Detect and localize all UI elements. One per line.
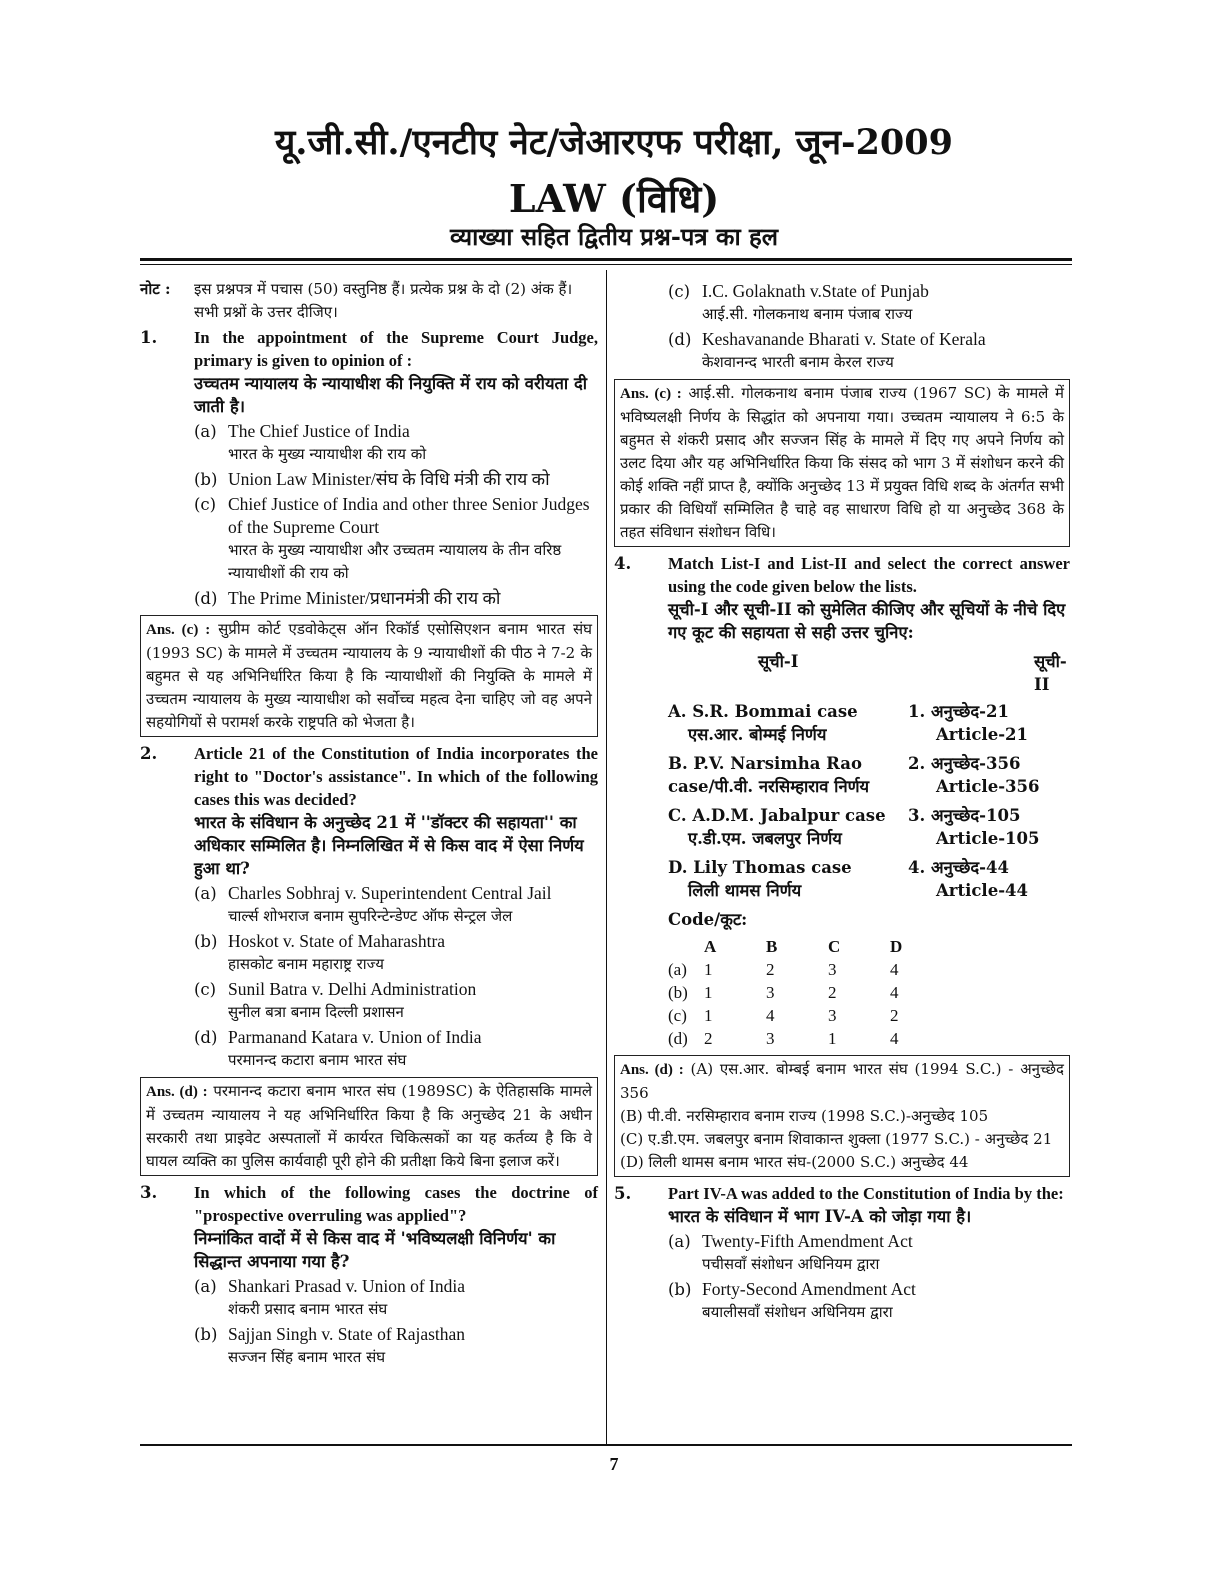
list2-item: 4. अनुच्छेद-44 bbox=[908, 858, 1009, 877]
option bbox=[668, 280, 1070, 326]
option-text-hi: पचीसवाँ संशोधन अधिनियम द्वारा bbox=[702, 1255, 880, 1273]
code-cell: 3 bbox=[766, 983, 775, 1002]
page-number: 7 bbox=[609, 1454, 619, 1474]
answer-line: (C) ए.डी.एम. जबलपुर बनाम शिवाकान्त शुक्ला (1977 S.C.) - अनुच्छेद 21 bbox=[620, 1130, 1053, 1148]
code-cell: 1 bbox=[704, 960, 713, 979]
answer-line: (B) पी.वी. नरसिम्हाराव बनाम राज्य (1998 S.C.)-अनुच्छेद 105 bbox=[620, 1107, 989, 1125]
list1-item-hi: एस.आर. बोम्मई निर्णय bbox=[688, 725, 827, 744]
answer-label: Ans. (c) : bbox=[620, 386, 682, 402]
column-divider bbox=[606, 270, 607, 1444]
answer-text: आई.सी. गोलकनाथ बनाम पंजाब राज्य (1967 SC) के मामले में भविष्यलक्षी निर्णय के सिद्धांत को अपनाया गया। उच्चतम न्यायालय ने 6:5 के बहुमत से शंकरी प्रसाद और सज्जन सिंह के मामले में दिए गए अपने निर्णय को उलट दिया और यह अभिनिर्धारित किया कि संसद को भाग 3 में संशोधन करने की कोई शक्ति नहीं प्राप्त है, क्योंकि अनुच्छेद 13 में प्रयुक्त विधि शब्द के अंतर्गत सभी प्रकार की विधियाँ सम्मिलित है चाहे वह साधारण विधि हो या अनुच्छेद 368 के तहत संविधान संशोधन विधि। bbox=[620, 384, 1064, 541]
match-row bbox=[668, 804, 1070, 850]
question-number: 5. bbox=[614, 1184, 632, 1203]
code-table bbox=[668, 935, 1070, 1050]
option-label: (a) bbox=[668, 1232, 691, 1251]
code-cell: 3 bbox=[828, 960, 837, 979]
option-label: (b) bbox=[194, 932, 218, 951]
option-label: (d) bbox=[194, 589, 218, 608]
option-label: (a) bbox=[194, 884, 217, 903]
subject-title: LAW (विधि) bbox=[508, 176, 720, 221]
option-label: (c) bbox=[194, 495, 217, 514]
code-cell: 2 bbox=[704, 1029, 713, 1048]
header-rule bbox=[140, 258, 1072, 261]
list1-item-hi: लिली थामस निर्णय bbox=[688, 881, 802, 900]
option-text-hi: शंकरी प्रसाद बनाम भारत संघ bbox=[228, 1300, 388, 1318]
option bbox=[194, 1026, 598, 1072]
answer-line: (A) एस.आर. बोम्बई बनाम भारत संघ (1994 S.C.) - अनुच्छेद 356 bbox=[620, 1060, 1064, 1102]
option bbox=[194, 468, 598, 491]
answer-box bbox=[140, 615, 598, 737]
answer-text: सुप्रीम कोर्ट एडवोकेट्स ऑन रिकॉर्ड एसोसिएशन बनाम भारत संघ (1993 SC) के मामले में उच्चतम न्यायालय के 9 न्यायाधीशों की पीठ ने 7-2 के बहुमत से यह अभिनिर्धारित किया है कि न्यायाधीशों की नियुक्ति के मामले में उच्चतम न्यायालय के मुख्य न्यायाधीश को सर्वोच्च महत्व देना चाहिए जो वह अपने सहयोगियों से परामर्श करके राष्ट्रपति को भेजता है। bbox=[146, 620, 593, 731]
list1-item: D. Lily Thomas case bbox=[668, 858, 852, 877]
answer-box bbox=[140, 1077, 598, 1176]
code-header: A bbox=[704, 937, 717, 956]
code-cell: 4 bbox=[890, 1029, 899, 1048]
option-text-hi: परमानन्द कटारा बनाम भारत संघ bbox=[228, 1051, 407, 1069]
option-text-hi: आई.सी. गोलकनाथ बनाम पंजाब राज्य bbox=[702, 305, 913, 323]
code-row bbox=[668, 981, 952, 1004]
question-number: 2. bbox=[140, 744, 158, 763]
list2-item-en: Article-44 bbox=[936, 881, 1029, 900]
answer-label: Ans. (c) : bbox=[146, 622, 211, 638]
option-label: (d) bbox=[194, 1028, 218, 1047]
question-text-hi: सूची-I और सूची-II को सुमेलित कीजिए और सूचियों के नीचे दिए गए कूट की सहायता से सही उत्तर चुनिए: bbox=[668, 600, 1066, 642]
option-text-en: Forty-Second Amendment Act bbox=[702, 1279, 916, 1299]
code-header: C bbox=[828, 937, 841, 956]
note-label: नोट : bbox=[140, 280, 171, 298]
list1-header: सूची-I bbox=[758, 652, 799, 671]
right-column bbox=[614, 278, 1070, 1324]
code-row bbox=[668, 1027, 952, 1050]
question-text-en: In which of the following cases the doctrine of "prospective overruling was applied"? bbox=[194, 1183, 598, 1225]
option-label: (c) bbox=[194, 980, 217, 999]
option bbox=[194, 882, 598, 928]
list2-item: 3. अनुच्छेद-105 bbox=[908, 806, 1021, 825]
option-text-hi: हासकोट बनाम महाराष्ट्र राज्य bbox=[228, 955, 384, 973]
list2-item: 1. अनुच्छेद-21 bbox=[908, 702, 1009, 721]
code-cell: 3 bbox=[828, 1006, 837, 1025]
match-row bbox=[668, 856, 1070, 902]
answer-line: (D) लिली थामस बनाम भारत संघ-(2000 S.C.) अनुच्छेद 44 bbox=[620, 1153, 969, 1171]
code-label: Code/कूट: bbox=[668, 910, 748, 929]
option bbox=[194, 930, 598, 976]
code-cell: 2 bbox=[828, 983, 837, 1002]
match-row bbox=[668, 752, 1070, 798]
list2-header: सूची-II bbox=[1034, 652, 1067, 694]
question-text-en: Article 21 of the Constitution of India incorporates the right to "Doctor's assistance". In which of the following cases this was decided? bbox=[194, 744, 598, 809]
option-text-en: Sunil Batra v. Delhi Administration bbox=[228, 979, 477, 999]
option-text-hi: सज्जन सिंह बनाम भारत संघ bbox=[228, 1348, 386, 1366]
code-cell: 1 bbox=[704, 1006, 713, 1025]
code-cell: 1 bbox=[828, 1029, 837, 1048]
option-label: (b) bbox=[194, 470, 218, 489]
match-row bbox=[668, 700, 1070, 746]
list2-item-en: Article-21 bbox=[936, 725, 1029, 744]
option bbox=[194, 420, 598, 466]
list2-item-en: Article-105 bbox=[936, 829, 1040, 848]
option-text-en: Parmanand Katara v. Union of India bbox=[228, 1027, 482, 1047]
code-option: (d) bbox=[668, 1029, 688, 1048]
answer-box bbox=[614, 379, 1070, 547]
answer-label: Ans. (d) : bbox=[146, 1084, 208, 1100]
code-cell: 3 bbox=[766, 1029, 775, 1048]
option bbox=[668, 1278, 1070, 1324]
question-text-hi: निम्नांकित वादों में से किस वाद में 'भविष्यलक्षी विनिर्णय' का सिद्धान्त अपनाया गया है? bbox=[194, 1229, 556, 1271]
left-column bbox=[140, 278, 598, 1369]
option-text-en: Union Law Minister/संघ के विधि मंत्री की राय को bbox=[228, 469, 550, 489]
code-cell: 4 bbox=[766, 1006, 775, 1025]
option-label: (a) bbox=[194, 1277, 217, 1296]
code-option: (b) bbox=[668, 983, 688, 1002]
list2-item-en: Article-356 bbox=[936, 777, 1040, 796]
code-cell: 2 bbox=[890, 1006, 899, 1025]
note-text: इस प्रश्नपत्र में पचास (50) वस्तुनिष्ठ हैं। प्रत्येक प्रश्न के दो (2) अंक हैं। सभी प्रश्नों के उत्तर दीजिए। bbox=[194, 280, 573, 321]
option-label: (b) bbox=[194, 1325, 218, 1344]
code-header: D bbox=[890, 937, 903, 956]
list1-item: A. S.R. Bommai case bbox=[668, 702, 858, 721]
list2-item: 2. अनुच्छेद-356 bbox=[908, 754, 1021, 773]
option bbox=[194, 978, 598, 1024]
option-text-en: Keshavanande Bharati v. State of Kerala bbox=[702, 329, 986, 349]
option-label: (d) bbox=[668, 330, 692, 349]
option-text-hi: भारत के मुख्य न्यायाधीश की राय को bbox=[228, 445, 427, 463]
option-text-en: Shankari Prasad v. Union of India bbox=[228, 1276, 466, 1296]
question-text-en: Match List-I and List-II and select the correct answer using the code given below the lists. bbox=[668, 554, 1070, 596]
option-label: (a) bbox=[194, 422, 217, 441]
list1-item: B. P.V. Narsimha Rao case/पी.वी. नरसिम्हाराव निर्णय bbox=[668, 754, 870, 796]
question-number: 3. bbox=[140, 1183, 158, 1202]
code-option: (c) bbox=[668, 1006, 687, 1025]
option bbox=[668, 328, 1070, 374]
code-option: (a) bbox=[668, 960, 687, 979]
footer-rule bbox=[140, 1444, 1072, 1446]
code-row bbox=[668, 1004, 952, 1027]
option-text-hi: चार्ल्स शोभराज बनाम सुपरिन्टेन्डेण्ट ऑफ सेन्ट्रल जेल bbox=[228, 907, 513, 925]
answer-box bbox=[614, 1055, 1070, 1177]
question-3 bbox=[140, 1181, 598, 1273]
page-title: यू.जी.सी./एनटीए नेट/जेआरएफ परीक्षा, जून-2009 bbox=[275, 122, 953, 163]
option-label: (c) bbox=[668, 282, 691, 301]
match-list bbox=[668, 650, 1070, 931]
option-label: (b) bbox=[668, 1280, 692, 1299]
option bbox=[194, 1275, 598, 1321]
question-text-en: Part IV-A was added to the Constitution of India by the: bbox=[668, 1184, 1064, 1203]
code-cell: 4 bbox=[890, 983, 899, 1002]
question-text-hi: भारत के संविधान में भाग IV-A को जोड़ा गया है। bbox=[668, 1207, 972, 1226]
option-text-en: Chief Justice of India and other three Senior Judges of the Supreme Court bbox=[228, 494, 590, 537]
option-text-en: Twenty-Fifth Amendment Act bbox=[702, 1231, 913, 1251]
list1-item: C. A.D.M. Jabalpur case bbox=[668, 806, 886, 825]
note bbox=[140, 278, 598, 324]
question-text-hi: भारत के संविधान के अनुच्छेद 21 में ''डॉक्टर की सहायता'' का अधिकार सम्मिलित है। निम्नलिखित में से किस वाद में ऐसा निर्णय हुआ था? bbox=[194, 813, 584, 878]
option-text-hi: सुनील बत्रा बनाम दिल्ली प्रशासन bbox=[228, 1003, 404, 1021]
option bbox=[194, 493, 598, 585]
question-text-en: In the appointment of the Supreme Court Judge, primary is given to opinion of : bbox=[194, 328, 598, 370]
question-number: 1. bbox=[140, 328, 158, 347]
option-text-hi: भारत के मुख्य न्यायाधीश और उच्चतम न्यायालय के तीन वरिष्ठ न्यायाधीशों की राय को bbox=[228, 541, 562, 582]
option-text-en: The Prime Minister/प्रधानमंत्री की राय को bbox=[228, 588, 501, 608]
question-text-hi: उच्चतम न्यायालय के न्यायाधीश की नियुक्ति में राय को वरीयता दी जाती है। bbox=[194, 374, 587, 416]
question-1 bbox=[140, 326, 598, 418]
option bbox=[194, 1323, 598, 1369]
option-text-en: Hoskot v. State of Maharashtra bbox=[228, 931, 446, 951]
question-5 bbox=[614, 1182, 1070, 1228]
option bbox=[194, 587, 598, 610]
option-text-hi: केशवानन्द भारती बनाम केरल राज्य bbox=[702, 353, 894, 371]
code-row bbox=[668, 958, 952, 981]
page-subtitle: व्याख्या सहित द्वितीय प्रश्न-पत्र का हल bbox=[449, 222, 779, 251]
code-cell: 4 bbox=[890, 960, 899, 979]
code-cell: 1 bbox=[704, 983, 713, 1002]
question-4 bbox=[614, 552, 1070, 644]
header-rule-thin bbox=[140, 264, 1072, 265]
question-2 bbox=[140, 742, 598, 880]
code-cell: 2 bbox=[766, 960, 775, 979]
option-text-hi: बयालीसवाँ संशोधन अधिनियम द्वारा bbox=[702, 1303, 893, 1321]
answer-text: परमानन्द कटारा बनाम भारत संघ (1989SC) के ऐतिहासकि मामले में उच्चतम न्यायालय ने यह अभिनिर्धारित किया है कि अनुच्छेद 21 के अधीन सरकारी तथा प्राइवेट अस्पतालों में कार्यरत चिकित्सकों का यह कर्तव्य है कि वे घायल व्यक्ति का पुलिस कार्यवाही पूरी होने की प्रतीक्षा किये बिना इलाज करें। bbox=[146, 1082, 592, 1170]
code-header: B bbox=[766, 937, 778, 956]
answer-label: Ans. (d) : bbox=[620, 1062, 684, 1078]
option-text-en: Sajjan Singh v. State of Rajasthan bbox=[228, 1324, 466, 1344]
question-number: 4. bbox=[614, 554, 632, 573]
option-text-en: I.C. Golaknath v.State of Punjab bbox=[702, 281, 929, 301]
option-text-en: Charles Sobhraj v. Superintendent Central Jail bbox=[228, 883, 552, 903]
option-text-en: The Chief Justice of India bbox=[228, 421, 410, 441]
list1-item-hi: ए.डी.एम. जबलपुर निर्णय bbox=[688, 829, 842, 848]
option bbox=[668, 1230, 1070, 1276]
